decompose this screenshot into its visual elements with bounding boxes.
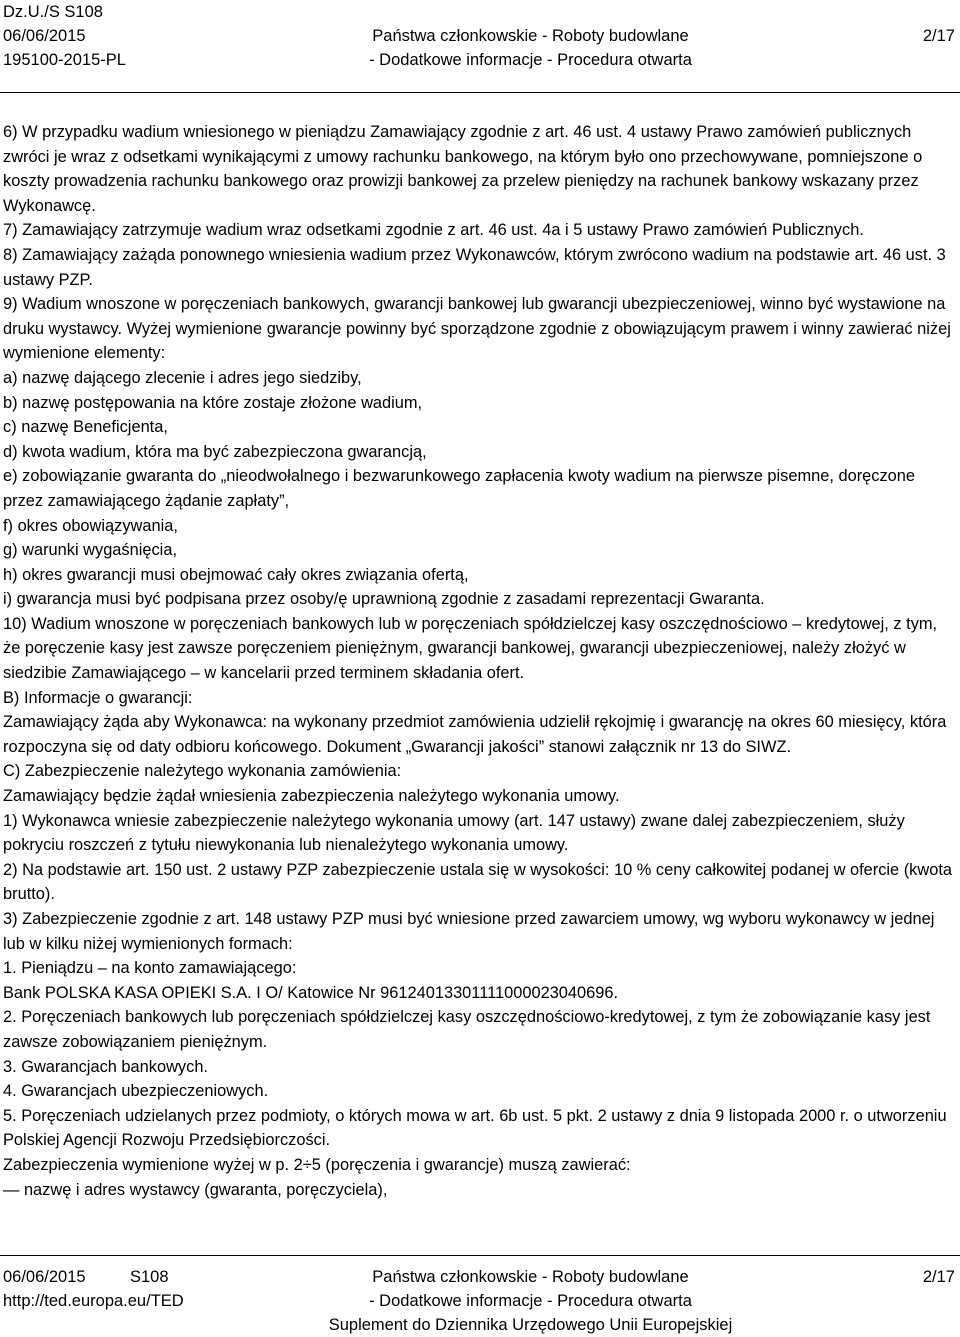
footer-journal: S108 — [130, 1268, 169, 1286]
paragraph: 3) Zabezpieczenie zgodnie z art. 148 ustawy PZP musi być wniesione przed zawarciem umowy, wg wyboru wykonawcy w jednej lub w kilku niżej wymienionych formach: — [3, 910, 935, 953]
page-footer — [0, 1265, 960, 1337]
list-item: 3. Gwarancjach bankowych. — [3, 1057, 208, 1076]
page-number: 2/17 — [922, 27, 955, 45]
list-item: b) nazwę postępowania na które zostaje złożone wadium, — [3, 393, 423, 412]
header-title-line1: Państwa członkowskie - Roboty budowlane — [372, 27, 689, 45]
list-item: 1. Pieniądzu – na konto zamawiającego: — [3, 959, 297, 978]
journal-reference: Dz.U./S S108 — [3, 3, 103, 21]
list-item: e) zobowiązanie gwaranta do „nieodwołalnego i bezwarunkowego zapłacenia kwoty wadium na pierwsze pisemne, doręczone przez zamawiającego żądanie zapłaty”, — [3, 467, 916, 510]
list-item: 5. Poręczeniach udzielanych przez podmioty, o których mowa w art. 6b ust. 5 pkt. 2 ustawy z dnia 9 listopada 2000 r. o utworzeniu Polskiej Agencji Rozwoju Przedsiębiorczości. — [3, 1106, 947, 1150]
notice-id: 195100-2015-PL — [3, 51, 126, 69]
paragraph: Zabezpieczenia wymienione wyżej w p. 2÷5 (poręczenia i gwarancje) muszą zawierać: — [3, 1155, 631, 1174]
list-item: d) kwota wadium, która ma być zabezpieczona gwarancją, — [3, 442, 427, 461]
list-item: 4. Gwarancjach ubezpieczeniowych. — [3, 1082, 269, 1101]
footer-title-line2: - Dodatkowe informacje - Procedura otwarta — [369, 1292, 692, 1310]
paragraph: 9) Wadium wnoszone w poręczeniach bankowych, gwarancji bankowej lub gwarancji ubezpieczeniowej, winno być wystawione na druku wystawcy. Wyżej wymienione gwarancje powinny być sporządzone zgodnie z obowiązującym prawem i winny zawierać niżej wymienione elementy: — [3, 295, 951, 363]
paragraph: 7) Zamawiający zatrzymuje wadium wraz odsetkami zgodnie z art. 46 ust. 4a i 5 ustawy Prawo zamówień Publicznych. — [3, 221, 864, 240]
footer-date: 06/06/2015 — [3, 1268, 86, 1286]
list-item: — nazwę i adres wystawcy (gwaranta, poręczyciela), — [3, 1180, 388, 1199]
list-item: c) nazwę Beneficjenta, — [3, 418, 168, 437]
paragraph: 8) Zamawiający zażąda ponownego wniesienia wadium przez Wykonawców, którym zwrócono wadium na podstawie art. 46 ust. 3 ustawy PZP. — [3, 245, 946, 289]
publication-date: 06/06/2015 — [3, 27, 86, 45]
section-heading: B) Informacje o gwarancji: — [3, 688, 193, 707]
page-header — [0, 0, 960, 72]
footer-divider — [0, 1255, 960, 1256]
list-item: a) nazwę dającego zlecenie i adres jego siedziby, — [3, 368, 362, 387]
header-title-line2: - Dodatkowe informacje - Procedura otwarta — [369, 51, 692, 69]
list-item: i) gwarancja musi być podpisana przez osoby/ę uprawnioną zgodnie z zasadami reprezentacji Gwaranta. — [3, 590, 765, 609]
section-heading: C) Zabezpieczenie należytego wykonania zamówienia: — [3, 762, 402, 781]
list-item: f) okres obowiązywania, — [3, 516, 178, 535]
document-body — [3, 120, 953, 1202]
paragraph: 6) W przypadku wadium wniesionego w pieniądzu Zamawiający zgodnie z art. 46 ust. 4 ustawy Prawo zamówień publicznych zwróci je wraz z odsetkami wynikającymi z umowy rachunku bankowego, na którym było ono przechowywane, pomniejszone o koszty prowadzenia rachunku bankowego oraz prowizji bankowej za przelew pieniędzy na rachunek bankowy wskazany przez Wykonawcę. — [3, 123, 923, 215]
paragraph: Zamawiający żąda aby Wykonawca: na wykonany przedmiot zamówienia udzielił rękojmię i gwarancję na okres 60 miesięcy, która rozpoczyna się od daty odbioru końcowego. Dokument „Gwarancji jakości” stanowi załącznik nr 13 do SIWZ. — [3, 713, 947, 756]
footer-page-number: 2/17 — [922, 1268, 955, 1286]
bank-account: Bank POLSKA KASA OPIEKI S.A. I O/ Katowice Nr 96124013301111000023040696. — [3, 983, 619, 1002]
ted-link[interactable]: http://ted.europa.eu/TED — [3, 1292, 184, 1310]
paragraph: 10) Wadium wnoszone w poręczeniach bankowych lub w poręczeniach spółdzielczej kasy oszczędnościowo – kredytowej, z tym, że poręczenie kasy jest zawsze poręczeniem pieniężnym, gwarancji bankowej, gwarancji ubezpieczeniowej, należy złożyć w siedzibie Zamawiającego – w kancelarii przed terminem składania ofert. — [3, 614, 938, 683]
footer-title-line1: Państwa członkowskie - Roboty budowlane — [372, 1268, 689, 1286]
list-item: h) okres gwarancji musi obejmować cały okres związania ofertą, — [3, 565, 469, 584]
list-item: 2. Poręczeniach bankowych lub poręczeniach spółdzielczej kasy oszczędnościowo-kredytowej, z tym że zobowiązanie kasy jest zawsze zobowiązaniem pieniężnym. — [3, 1008, 931, 1051]
header-divider — [0, 92, 960, 93]
paragraph: 1) Wykonawca wniesie zabezpieczenie należytego wykonania umowy (art. 147 ustawy) zwane dalej zabezpieczeniem, służy pokryciu roszczeń z tytułu niewykonania lub nienależytego wykonania umowy. — [3, 811, 905, 855]
list-item: g) warunki wygaśnięcia, — [3, 541, 177, 560]
paragraph: 2) Na podstawie art. 150 ust. 2 ustawy PZP zabezpieczenie ustala się w wysokości: 10 % ceny całkowitej podanej w ofercie (kwota brutto). — [3, 860, 953, 904]
supplement-title: Suplement do Dziennika Urzędowego Unii Europejskiej — [328, 1316, 733, 1334]
paragraph: Zamawiający będzie żądał wniesienia zabezpieczenia należytego wykonania umowy. — [3, 787, 620, 806]
